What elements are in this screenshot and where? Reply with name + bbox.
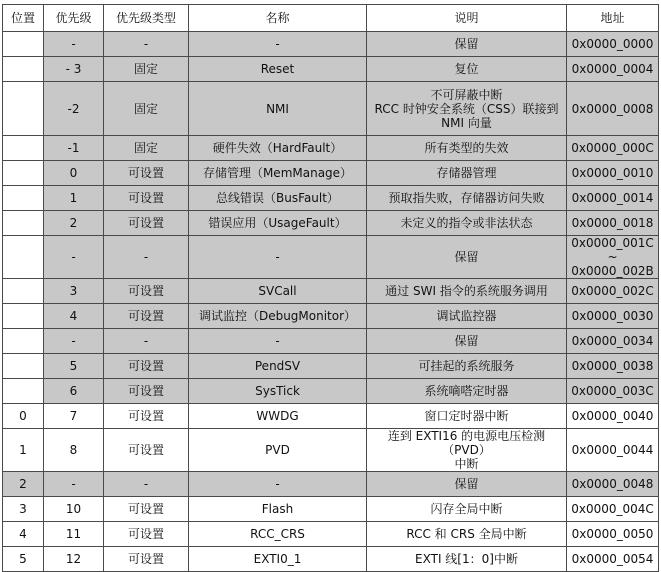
cell-priority: - 3 xyxy=(44,57,104,82)
cell-description: 系统嘀嗒定时器 xyxy=(367,379,567,404)
cell-address: 0x0000_0038 xyxy=(567,354,659,379)
header-priority: 优先级 xyxy=(44,5,104,32)
cell-position: 1 xyxy=(3,429,44,472)
cell-address: 0x0000_0010 xyxy=(567,161,659,186)
cell-description: 所有类型的失效 xyxy=(367,136,567,161)
cell-name: - xyxy=(189,329,367,354)
cell-priority: 8 xyxy=(44,429,104,472)
cell-priority-type: - xyxy=(104,472,189,497)
cell-priority-type: - xyxy=(104,329,189,354)
cell-name: RCC_CRS xyxy=(189,522,367,547)
cell-priority-type: 可设置 xyxy=(104,429,189,472)
cell-address: 0x0000_0034 xyxy=(567,329,659,354)
cell-position xyxy=(3,379,44,404)
table-row xyxy=(3,497,659,522)
cell-address: 0x0000_002C xyxy=(567,279,659,304)
cell-priority: 6 xyxy=(44,379,104,404)
cell-address: 0x0000_0048 xyxy=(567,472,659,497)
cell-position xyxy=(3,304,44,329)
header-description: 说明 xyxy=(367,5,567,32)
cell-priority-type: 固定 xyxy=(104,57,189,82)
cell-description: RCC 和 CRS 全局中断 xyxy=(367,522,567,547)
cell-name: NMI xyxy=(189,82,367,136)
cell-position xyxy=(3,211,44,236)
table-row xyxy=(3,404,659,429)
cell-description: 窗口定时器中断 xyxy=(367,404,567,429)
cell-priority-type: 可设置 xyxy=(104,354,189,379)
cell-priority-type: 可设置 xyxy=(104,279,189,304)
table-row xyxy=(3,379,659,404)
cell-priority-type: 可设置 xyxy=(104,522,189,547)
cell-description: 保留 xyxy=(367,472,567,497)
cell-name: WWDG xyxy=(189,404,367,429)
cell-position xyxy=(3,161,44,186)
cell-priority-type: 固定 xyxy=(104,136,189,161)
cell-description: 预取指失败，存储器访问失败 xyxy=(367,186,567,211)
cell-priority: 3 xyxy=(44,279,104,304)
cell-priority: -2 xyxy=(44,82,104,136)
cell-priority: 12 xyxy=(44,547,104,572)
cell-name: 总线错误（BusFault） xyxy=(189,186,367,211)
cell-description: 闪存全局中断 xyxy=(367,497,567,522)
table-row xyxy=(3,429,659,472)
table-row xyxy=(3,236,659,279)
cell-position: 3 xyxy=(3,497,44,522)
cell-position xyxy=(3,57,44,82)
cell-description: 调试监控器 xyxy=(367,304,567,329)
cell-name: SVCall xyxy=(189,279,367,304)
cell-priority: 4 xyxy=(44,304,104,329)
table-row xyxy=(3,82,659,136)
cell-description: 复位 xyxy=(367,57,567,82)
cell-position: 4 xyxy=(3,522,44,547)
cell-priority-type: - xyxy=(104,32,189,57)
cell-name: 调试监控（DebugMonitor） xyxy=(189,304,367,329)
header-address: 地址 xyxy=(567,5,659,32)
cell-position: 2 xyxy=(3,472,44,497)
cell-address: 0x0000_004C xyxy=(567,497,659,522)
cell-position xyxy=(3,186,44,211)
cell-address: 0x0000_0030 xyxy=(567,304,659,329)
table-row xyxy=(3,279,659,304)
cell-address: 0x0000_0014 xyxy=(567,186,659,211)
cell-priority: - xyxy=(44,329,104,354)
cell-priority-type: 可设置 xyxy=(104,186,189,211)
vector-table xyxy=(2,4,659,572)
cell-priority: -1 xyxy=(44,136,104,161)
cell-priority: 1 xyxy=(44,186,104,211)
cell-name: 硬件失效（HardFault） xyxy=(189,136,367,161)
cell-address: 0x0000_0004 xyxy=(567,57,659,82)
table-row xyxy=(3,57,659,82)
cell-priority-type: 固定 xyxy=(104,82,189,136)
table-row xyxy=(3,547,659,572)
cell-address: 0x0000_0050 xyxy=(567,522,659,547)
cell-name: - xyxy=(189,32,367,57)
cell-priority: 7 xyxy=(44,404,104,429)
cell-priority-type: - xyxy=(104,236,189,279)
cell-position xyxy=(3,136,44,161)
table-row xyxy=(3,354,659,379)
cell-priority: 10 xyxy=(44,497,104,522)
cell-priority-type: 可设置 xyxy=(104,404,189,429)
cell-name: EXTI0_1 xyxy=(189,547,367,572)
cell-description: 连到 EXTI16 的电源电压检测（PVD） 中断 xyxy=(367,429,567,472)
cell-description: 保留 xyxy=(367,329,567,354)
cell-position: 5 xyxy=(3,547,44,572)
cell-position xyxy=(3,82,44,136)
cell-priority: 2 xyxy=(44,211,104,236)
cell-name: Flash xyxy=(189,497,367,522)
cell-name: 存储管理（MemManage） xyxy=(189,161,367,186)
cell-address: 0x0000_0054 xyxy=(567,547,659,572)
header-name: 名称 xyxy=(189,5,367,32)
cell-address: 0x0000_003C xyxy=(567,379,659,404)
cell-address: 0x0000_0018 xyxy=(567,211,659,236)
cell-position xyxy=(3,32,44,57)
cell-priority: 5 xyxy=(44,354,104,379)
cell-name: SysTick xyxy=(189,379,367,404)
cell-position xyxy=(3,236,44,279)
cell-name: - xyxy=(189,236,367,279)
cell-description: 保留 xyxy=(367,236,567,279)
cell-description: 未定义的指令或非法状态 xyxy=(367,211,567,236)
cell-name: Reset xyxy=(189,57,367,82)
cell-priority: - xyxy=(44,472,104,497)
cell-address: 0x0000_0044 xyxy=(567,429,659,472)
cell-address: 0x0000_0008 xyxy=(567,82,659,136)
table-row xyxy=(3,304,659,329)
cell-address: 0x0000_0000 xyxy=(567,32,659,57)
cell-description: 保留 xyxy=(367,32,567,57)
cell-priority: 0 xyxy=(44,161,104,186)
cell-priority: - xyxy=(44,236,104,279)
table-row xyxy=(3,186,659,211)
table-row xyxy=(3,329,659,354)
cell-description: 不可屏蔽中断 RCC 时钟安全系统（CSS）联接到 NMI 向量 xyxy=(367,82,567,136)
cell-priority-type: 可设置 xyxy=(104,497,189,522)
cell-priority-type: 可设置 xyxy=(104,161,189,186)
cell-name: 错误应用（UsageFault） xyxy=(189,211,367,236)
header-position: 位置 xyxy=(3,5,44,32)
cell-name: PVD xyxy=(189,429,367,472)
cell-position xyxy=(3,329,44,354)
cell-name: - xyxy=(189,472,367,497)
cell-address: 0x0000_0040 xyxy=(567,404,659,429)
table-row xyxy=(3,522,659,547)
cell-description: 可挂起的系统服务 xyxy=(367,354,567,379)
cell-position xyxy=(3,279,44,304)
cell-priority: - xyxy=(44,32,104,57)
header-priority-type: 优先级类型 xyxy=(104,5,189,32)
cell-address: 0x0000_000C xyxy=(567,136,659,161)
table-row xyxy=(3,161,659,186)
cell-priority: 11 xyxy=(44,522,104,547)
cell-name: PendSV xyxy=(189,354,367,379)
cell-position xyxy=(3,354,44,379)
header-row xyxy=(3,5,659,32)
table-row xyxy=(3,136,659,161)
cell-position: 0 xyxy=(3,404,44,429)
cell-description: EXTI 线[1：0]中断 xyxy=(367,547,567,572)
cell-priority-type: 可设置 xyxy=(104,211,189,236)
table-row xyxy=(3,472,659,497)
cell-description: 通过 SWI 指令的系统服务调用 xyxy=(367,279,567,304)
cell-priority-type: 可设置 xyxy=(104,379,189,404)
cell-address: 0x0000_001C ~ 0x0000_002B xyxy=(567,236,659,279)
table-row xyxy=(3,211,659,236)
table-row xyxy=(3,32,659,57)
cell-description: 存储器管理 xyxy=(367,161,567,186)
cell-priority-type: 可设置 xyxy=(104,547,189,572)
cell-priority-type: 可设置 xyxy=(104,304,189,329)
